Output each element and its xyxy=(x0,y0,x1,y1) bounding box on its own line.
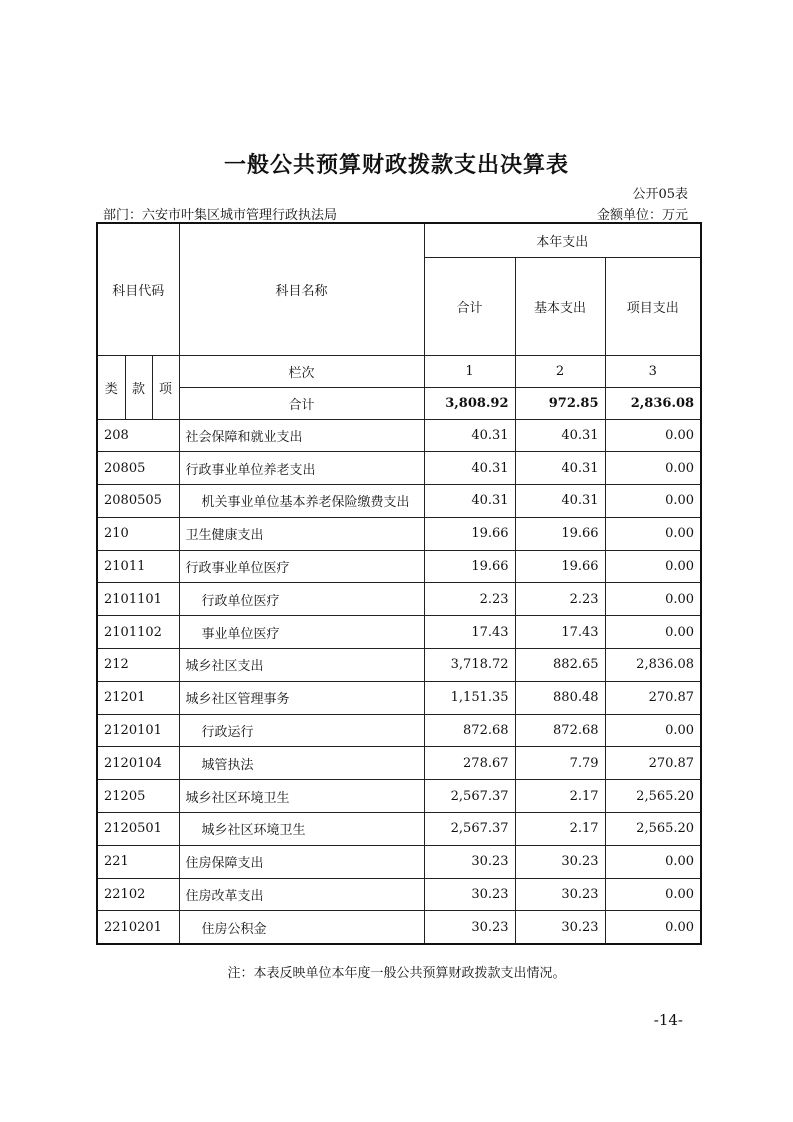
row-basic: 40.31 xyxy=(515,452,605,485)
row-code: 208 xyxy=(97,419,179,452)
total-row-label: 合计 xyxy=(179,387,424,419)
row-total: 2,567.37 xyxy=(424,780,515,813)
row-project: 0.00 xyxy=(605,550,701,583)
row-basic: 30.23 xyxy=(515,845,605,878)
row-name: 城乡社区支出 xyxy=(179,649,424,682)
row-project: 0.00 xyxy=(605,452,701,485)
row-project: 2,565.20 xyxy=(605,813,701,846)
row-total: 19.66 xyxy=(424,550,515,583)
row-total: 19.66 xyxy=(424,517,515,550)
table-row xyxy=(97,878,701,911)
row-total: 30.23 xyxy=(424,911,515,944)
row-code: 2101102 xyxy=(97,616,179,649)
row-basic: 30.23 xyxy=(515,878,605,911)
row-basic: 17.43 xyxy=(515,616,605,649)
row-project: 2,565.20 xyxy=(605,780,701,813)
header-code: 科目代码 xyxy=(97,223,179,355)
row-basic: 2.17 xyxy=(515,780,605,813)
row-name: 机关事业单位基本养老保险缴费支出 xyxy=(179,485,424,518)
row-basic: 2.23 xyxy=(515,583,605,616)
row-name: 社会保障和就业支出 xyxy=(179,419,424,452)
row-project: 270.87 xyxy=(605,681,701,714)
row-name: 住房改革支出 xyxy=(179,878,424,911)
table-row xyxy=(97,583,701,616)
table-row xyxy=(97,780,701,813)
row-basic: 880.48 xyxy=(515,681,605,714)
column-number-3: 3 xyxy=(605,355,701,387)
row-total: 1,151.35 xyxy=(424,681,515,714)
table-row xyxy=(97,452,701,485)
row-basic: 19.66 xyxy=(515,550,605,583)
row-code: 2101101 xyxy=(97,583,179,616)
table-row xyxy=(97,681,701,714)
row-name: 城乡社区环境卫生 xyxy=(179,780,424,813)
row-code: 2120501 xyxy=(97,813,179,846)
table-row xyxy=(97,419,701,452)
row-total: 3,718.72 xyxy=(424,649,515,682)
header-project: 项目支出 xyxy=(605,257,701,355)
row-project: 270.87 xyxy=(605,747,701,780)
row-name: 城管执法 xyxy=(179,747,424,780)
header-total: 合计 xyxy=(424,257,515,355)
row-total: 2.23 xyxy=(424,583,515,616)
row-total: 872.68 xyxy=(424,714,515,747)
row-total: 17.43 xyxy=(424,616,515,649)
row-basic: 30.23 xyxy=(515,911,605,944)
total-row-total: 3,808.92 xyxy=(424,387,515,419)
table-row xyxy=(97,517,701,550)
header-name: 科目名称 xyxy=(179,223,424,355)
row-project: 0.00 xyxy=(605,616,701,649)
row-total: 40.31 xyxy=(424,419,515,452)
row-code: 2080505 xyxy=(97,485,179,518)
table-row xyxy=(97,911,701,944)
column-order-label: 栏次 xyxy=(179,355,424,387)
row-name: 行政运行 xyxy=(179,714,424,747)
row-basic: 2.17 xyxy=(515,813,605,846)
row-name: 卫生健康支出 xyxy=(179,517,424,550)
table-row xyxy=(97,550,701,583)
row-project: 0.00 xyxy=(605,485,701,518)
row-project: 0.00 xyxy=(605,714,701,747)
header-lei: 类 xyxy=(97,355,125,419)
row-code: 21011 xyxy=(97,550,179,583)
row-total: 30.23 xyxy=(424,878,515,911)
row-code: 210 xyxy=(97,517,179,550)
row-total: 40.31 xyxy=(424,452,515,485)
table-row xyxy=(97,845,701,878)
department-label: 部门：六安市叶集区城市管理行政执法局 xyxy=(103,208,338,223)
row-total: 40.31 xyxy=(424,485,515,518)
row-basic: 882.65 xyxy=(515,649,605,682)
row-basic: 7.79 xyxy=(515,747,605,780)
row-code: 21205 xyxy=(97,780,179,813)
table-row xyxy=(97,649,701,682)
page-number: -14- xyxy=(653,1011,683,1029)
row-code: 20805 xyxy=(97,452,179,485)
row-code: 212 xyxy=(97,649,179,682)
row-total: 2,567.37 xyxy=(424,813,515,846)
row-basic: 40.31 xyxy=(515,419,605,452)
row-code: 2120101 xyxy=(97,714,179,747)
column-number-1: 1 xyxy=(424,355,515,387)
row-code: 22102 xyxy=(97,878,179,911)
row-basic: 19.66 xyxy=(515,517,605,550)
row-code: 2210201 xyxy=(97,911,179,944)
row-name: 事业单位医疗 xyxy=(179,616,424,649)
table-row xyxy=(97,714,701,747)
row-project: 0.00 xyxy=(605,911,701,944)
row-code: 21201 xyxy=(97,681,179,714)
row-name: 行政事业单位养老支出 xyxy=(179,452,424,485)
header-kuan: 款 xyxy=(125,355,152,419)
row-name: 住房保障支出 xyxy=(179,845,424,878)
row-project: 0.00 xyxy=(605,517,701,550)
row-basic: 872.68 xyxy=(515,714,605,747)
expenditure-table xyxy=(96,222,702,945)
table-row xyxy=(97,747,701,780)
page-title: 一般公共预算财政拨款支出决算表 xyxy=(223,152,569,178)
row-name: 城乡社区管理事务 xyxy=(179,681,424,714)
header-xiang: 项 xyxy=(152,355,179,419)
row-project: 0.00 xyxy=(605,845,701,878)
form-number: 公开05表 xyxy=(632,187,688,202)
header-basic: 基本支出 xyxy=(515,257,605,355)
row-project: 2,836.08 xyxy=(605,649,701,682)
total-row-basic: 972.85 xyxy=(515,387,605,419)
row-name: 行政事业单位医疗 xyxy=(179,550,424,583)
table-row xyxy=(97,616,701,649)
row-name: 行政单位医疗 xyxy=(179,583,424,616)
row-total: 278.67 xyxy=(424,747,515,780)
row-code: 2120104 xyxy=(97,747,179,780)
row-name: 住房公积金 xyxy=(179,911,424,944)
row-project: 0.00 xyxy=(605,583,701,616)
row-project: 0.00 xyxy=(605,878,701,911)
row-total: 30.23 xyxy=(424,845,515,878)
row-project: 0.00 xyxy=(605,419,701,452)
footnote: 注：本表反映单位本年度一般公共预算财政拨款支出情况。 xyxy=(227,966,566,981)
table-row xyxy=(97,813,701,846)
column-number-2: 2 xyxy=(515,355,605,387)
row-code: 221 xyxy=(97,845,179,878)
header-current-year: 本年支出 xyxy=(424,223,701,257)
total-row-project: 2,836.08 xyxy=(605,387,701,419)
row-name: 城乡社区环境卫生 xyxy=(179,813,424,846)
unit-label: 金额单位：万元 xyxy=(596,208,688,223)
table-row xyxy=(97,485,701,518)
row-basic: 40.31 xyxy=(515,485,605,518)
